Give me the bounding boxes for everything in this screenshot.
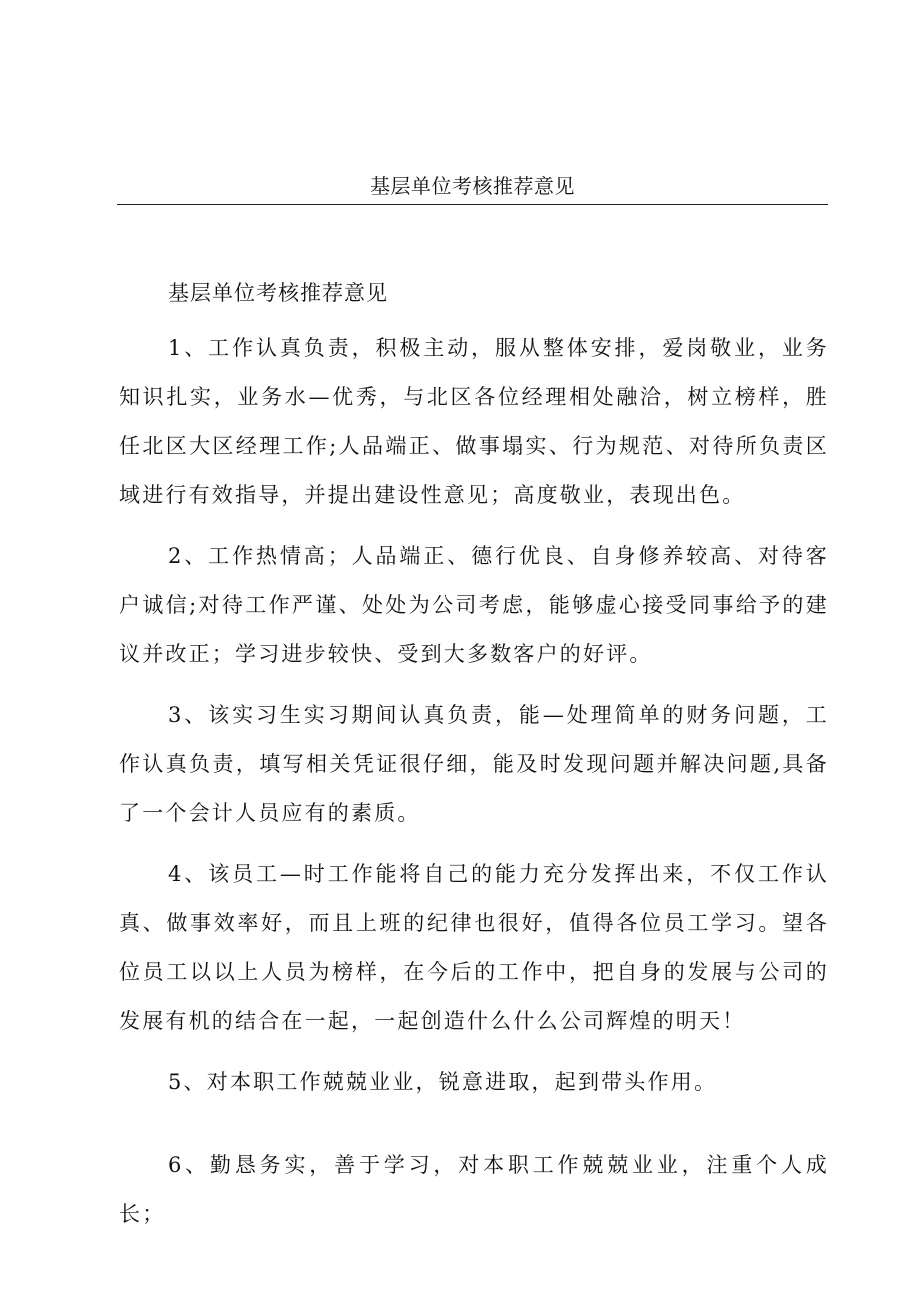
page-title: 基层单位考核推荐意见 (370, 174, 575, 198)
document-subtitle: 基层单位考核推荐意见 (168, 281, 388, 305)
paragraph-4: 4、该员工—时工作能将自己的能力充分发挥出来，不仅工作认真、做事效率好，而且上班的纪律也很好，值得各位员工学习。望各位员工以以上人员为榜样，在今后的工作中，把自身的发展与公司的发展有机的结合在一起，一起创造什么什么公司辉煌的明天！ (119, 862, 829, 1033)
document-header (117, 172, 828, 205)
paragraph-5: 5、对本职工作兢兢业业，锐意进取，起到带头作用。 (168, 1070, 718, 1094)
document-body (119, 274, 829, 1239)
paragraph-1: 1、工作认真负责，积极主动，服从整体安排，爱岗敬业，业务知识扎实，业务水—优秀，与北区各位经理相处融洽，树立榜样，胜任北区大区经理工作;人品端正、做事塌实、行为规范、对待所负责区域进行有效指导，并提出建设性意见；高度敬业，表现出色。 (119, 336, 829, 507)
paragraph-6: 6、勤恳务实，善于学习，对本职工作兢兢业业，注重个人成长； (119, 1153, 829, 1226)
paragraph-2: 2、工作热情高；人品端正、德行优良、自身修养较高、对待客户诚信;对待工作严谨、处处为公司考虑，能够虚心接受同事给予的建议并改正；学习进步较快、受到大多数客户的好评。 (119, 544, 829, 666)
paragraph-3: 3、该实习生实习期间认真负责，能—处理简单的财务问题，工作认真负责，填写相关凭证很仔细，能及时发现问题并解决问题,具备了一个会计人员应有的素质。 (119, 703, 829, 825)
